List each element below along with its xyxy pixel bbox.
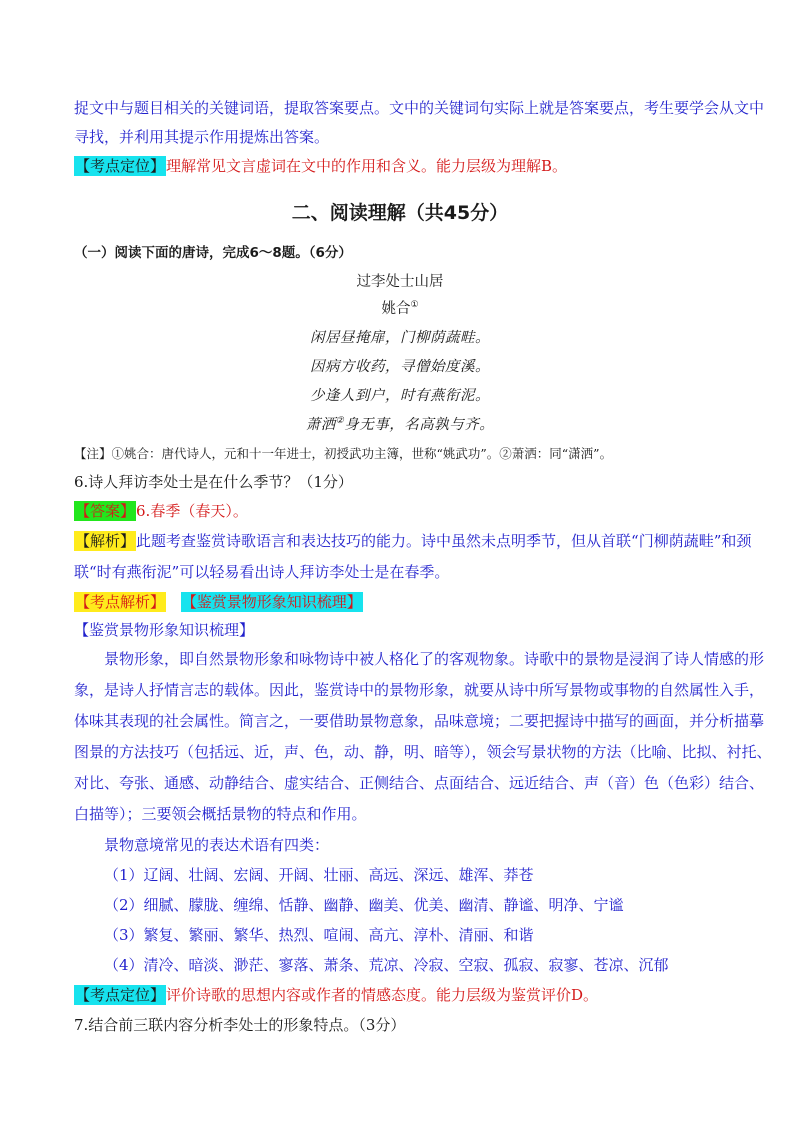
- intro-line-1: 捉文中与题目相关的关键词语，提取答案要点。文中的关键词句实际上就是答案要点，考生要学会从文中: [74, 99, 765, 117]
- kaodian-jiexi-row: [74, 591, 734, 613]
- footnote-mark-1: ①: [410, 300, 419, 311]
- poem-line-2: 因病方收药，寻僧始度溪。: [310, 359, 490, 375]
- knowledge-tag: 【鉴赏景物形象知识梳理】: [181, 593, 362, 611]
- knowledge-heading: 【鉴赏景物形象知识梳理】: [74, 621, 255, 639]
- poem-line-4-part-b: 身无事，名高孰与齐。: [344, 417, 495, 433]
- intro-line-2: 寻找，并利用其提示作用提炼出答案。: [74, 128, 330, 146]
- kaodian-tag: 【考点定位】: [75, 157, 166, 175]
- terms-heading: 景物意境常见的表达术语有四类：: [104, 836, 330, 854]
- terms-item-4: （4）清冷、暗淡、渺茫、寥落、萧条、荒凉、冷寂、空寂、孤寂、寂寥、苍凉、沉郁: [104, 956, 669, 974]
- kaodian-tag-2: 【考点定位】: [75, 986, 166, 1004]
- subsection-title: （一）阅读下面的唐诗，完成6～8题。（6分）: [74, 245, 352, 261]
- kaodian-row-2: [74, 984, 734, 1006]
- answer-row-6: [74, 500, 734, 522]
- knowledge-line-6: 白描等）；三要领会概括景物的特点和作用。: [74, 805, 367, 823]
- poem-line-3: 少逢人到户，时有燕衔泥。: [310, 388, 490, 404]
- terms-item-3: （3）繁复、繁丽、繁华、热烈、喧闹、高亢、淳朴、清丽、和谐: [104, 926, 534, 944]
- terms-item-2: （2）细腻、朦胧、缠绵、恬静、幽静、幽美、优美、幽清、静谧、明净、宁谧: [104, 896, 624, 914]
- question-6: 6.诗人拜访李处士是在什么季节？（1分）: [74, 473, 353, 491]
- analysis-text-1: 此题考查鉴赏诗歌语言和表达技巧的能力。诗中虽然未点明季节，但从首联“门柳荫蔬畦”和颈: [136, 532, 752, 550]
- footnote-mark-2: ②: [335, 416, 345, 427]
- analysis-tag: 【解析】: [75, 532, 136, 550]
- answer-tag: 【答案】: [75, 502, 136, 520]
- kaodian-text: 理解常见文言虚词在文中的作用和含义。能力层级为理解B。: [166, 157, 568, 175]
- terms-item-1: （1）辽阔、壮阔、宏阔、开阔、壮丽、高远、深远、雄浑、莽苍: [104, 866, 534, 884]
- knowledge-line-2: 象，是诗人抒情言志的载体。因此，鉴赏诗中的景物形象，就要从诗中所写景物或事物的自然属性入手，: [74, 681, 765, 699]
- poem-line-1: 闲居昼掩扉，门柳荫蔬畦。: [310, 330, 490, 346]
- question-7: 7.结合前三联内容分析李处士的形象特点。（3分）: [74, 1016, 406, 1034]
- knowledge-line-3: 体味其表现的社会属性。简言之，一要借助景物意象，品味意境；二要把握诗中描写的画面，并分析描摹: [74, 712, 765, 730]
- section-title: 二、阅读理解（共45分）: [291, 202, 509, 224]
- poem-author: [0, 297, 800, 318]
- poem-line-4-part-a: 萧洒: [305, 417, 336, 433]
- poem-title: 过李处士山居: [356, 274, 444, 290]
- knowledge-line-1: 景物形象，即自然景物形象和咏物诗中被人格化了的客观物象。诗歌中的景物是浸润了诗人情感的形: [104, 650, 765, 668]
- poem-author-name: 姚合: [381, 301, 411, 317]
- analysis-row-1: [74, 530, 752, 552]
- poem-note: 【注】①姚合：唐代诗人，元和十一年进士，初授武功主簿，世称“姚武功”。②萧洒：同“潇洒”。: [74, 446, 613, 461]
- kaodian-text-2: 评价诗歌的思想内容或作者的情感态度。能力层级为鉴赏评价D。: [166, 986, 599, 1004]
- analysis-row-2: 联“时有燕衔泥”可以轻易看出诗人拜访李处士是在春季。: [74, 563, 450, 581]
- poem-line-4: [0, 413, 800, 434]
- kaodian-jiexi-tag: 【考点解析】: [75, 593, 166, 611]
- kaodian-row-1: [74, 155, 734, 177]
- knowledge-line-5: 对比、夸张、通感、动静结合、虚实结合、正侧结合、点面结合、远近结合、声（音）色（色彩）结合、: [74, 774, 765, 792]
- answer-text: 6.春季（春天）。: [136, 502, 248, 520]
- knowledge-line-4: 图景的方法技巧（包括远、近，声、色，动、静，明、暗等），领会写景状物的方法（比喻、比拟、衬托、: [74, 743, 772, 761]
